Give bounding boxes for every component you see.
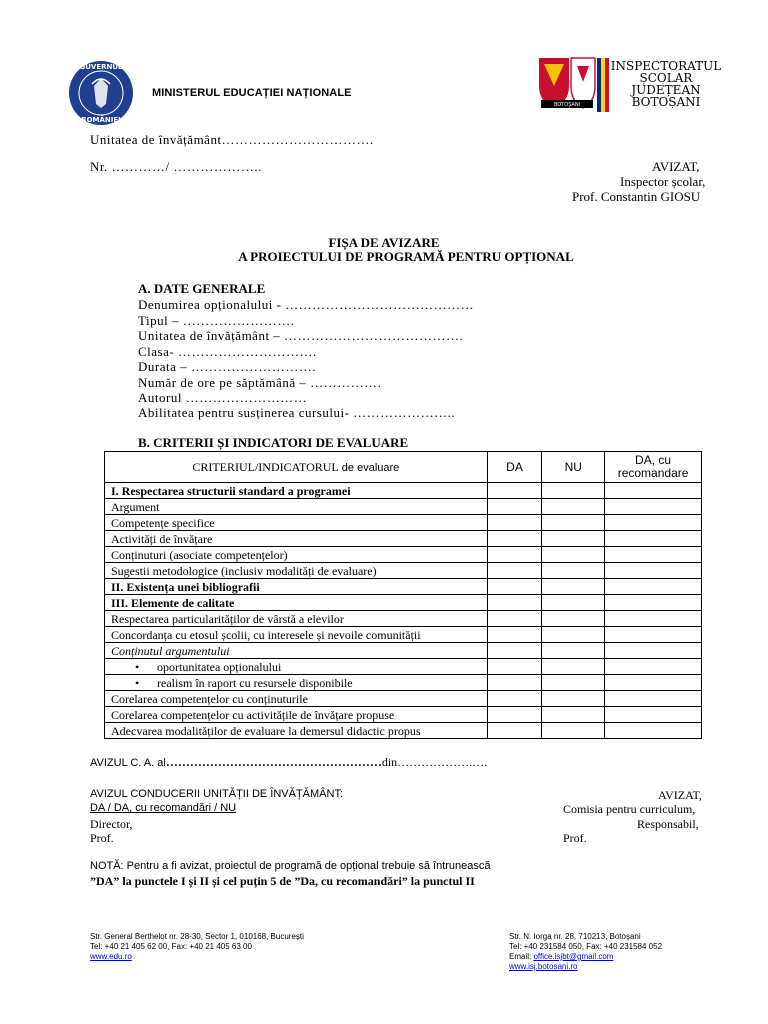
seal-text-bottom: ROMÂNIEI — [81, 116, 121, 124]
checkbox-cell-nu[interactable] — [542, 659, 605, 675]
checkbox-cell-da[interactable] — [487, 627, 542, 643]
checkbox-cell-nu[interactable] — [542, 611, 605, 627]
criterion-text: Conținuturi (asociate competențelor) — [111, 547, 288, 562]
footer-right-email-label: Email: — [509, 952, 534, 961]
footer-left-address: Str. General Berthelot nr. 28-30, Sector 1, 010168, București — [90, 932, 304, 941]
commission-approval-label: AVIZAT, — [658, 788, 702, 802]
checkbox-cell-nu[interactable] — [542, 707, 605, 723]
footer-right-website-link[interactable]: www.isj.botosani.ro — [509, 962, 578, 971]
criterion-cell — [105, 627, 488, 643]
footer-right-phone: Tel: +40 231584 050, Fax: +40 231584 052 — [509, 942, 663, 951]
checkbox-cell-recommendation[interactable] — [605, 595, 702, 611]
checkbox-cell-recommendation[interactable] — [605, 483, 702, 499]
criteria-table — [104, 451, 702, 739]
criterion-cell — [105, 531, 488, 547]
criterion-cell — [105, 547, 488, 563]
page-subtitle: A PROIECTULUI DE PROGRAMĂ PENTRU OPȚIONAL — [238, 249, 574, 264]
checkbox-cell-recommendation[interactable] — [605, 723, 702, 739]
criterion-text: realism în raport cu resursele disponibile — [157, 675, 353, 690]
approval-top-inspector: Inspector școlar, — [620, 174, 706, 189]
header-da: DA — [487, 452, 542, 483]
checkbox-cell-nu[interactable] — [542, 643, 605, 659]
header-criteria-suffix: de evaluare — [338, 461, 400, 474]
aviz-ca-prefix: AVIZUL C. A. al — [90, 757, 166, 769]
checkbox-cell-nu[interactable] — [542, 547, 605, 563]
checkbox-cell-nu[interactable] — [542, 723, 605, 739]
criterion-text: II. Existența unei bibliografii — [111, 579, 260, 594]
criterion-text: Corelarea competențelor cu activitățile de învățare propuse — [111, 707, 395, 722]
criterion-cell — [105, 499, 488, 515]
checkbox-cell-da[interactable] — [487, 611, 542, 627]
criterion-text: III. Elemente de calitate — [111, 595, 235, 610]
aviz-ca-line — [90, 755, 487, 770]
page-title: FIȘA DE AVIZARE — [328, 235, 440, 250]
checkbox-cell-recommendation[interactable] — [605, 563, 702, 579]
footer-left-website-link[interactable]: www.edu.ro — [90, 952, 132, 961]
unit-line: Unitatea de învățământ……………………………. — [90, 132, 374, 147]
criterion-text: Competențe specifice — [111, 515, 215, 530]
checkbox-cell-da[interactable] — [487, 707, 542, 723]
header-criteria — [105, 452, 488, 483]
criterion-cell — [105, 691, 488, 707]
field-duration: Durata – ………………………. — [138, 359, 317, 374]
checkbox-cell-da[interactable] — [487, 595, 542, 611]
footer-right-email-line — [509, 952, 613, 962]
checkbox-cell-da[interactable] — [487, 691, 542, 707]
criterion-text: Respectarea particularităților de vârstă a elevilor — [111, 611, 344, 626]
checkbox-cell-da[interactable] — [487, 659, 542, 675]
criterion-cell — [105, 579, 488, 595]
criterion-cell — [105, 675, 488, 691]
header-rec-line1: DA, cu — [635, 453, 672, 467]
note-line-2: ”DA” la punctele I și II și cel puțin 5 de ”Da, cu recomandări” la punctul II — [90, 874, 475, 888]
checkbox-cell-recommendation[interactable] — [605, 547, 702, 563]
section-b-heading: B. CRITERII ȘI INDICATORI DE EVALUARE — [138, 435, 409, 450]
isj-banner-text: BOTOȘANI — [553, 102, 581, 108]
criterion-cell — [105, 643, 488, 659]
checkbox-cell-recommendation[interactable] — [605, 515, 702, 531]
table-row — [105, 691, 702, 707]
criterion-cell — [105, 515, 488, 531]
nr-line: Nr. …………/ ……………….. — [90, 159, 262, 174]
checkbox-cell-recommendation[interactable] — [605, 627, 702, 643]
aviz-ca-dots: ……………………………………………… — [165, 755, 382, 769]
school-management-options: DA / DA, cu recomandări / NU — [90, 802, 237, 814]
criterion-cell — [105, 483, 488, 499]
criterion-cell — [105, 563, 488, 579]
commission-prof-label: Prof. — [563, 831, 587, 845]
table-row — [105, 499, 702, 515]
checkbox-cell-da[interactable] — [487, 483, 542, 499]
checkbox-cell-da[interactable] — [487, 723, 542, 739]
footer-left-phone: Tel: +40 21 405 62 00, Fax: +40 21 405 63 00 — [90, 942, 252, 951]
isj-name-line1: INSPECTORATUL — [610, 59, 722, 73]
table-row — [105, 483, 702, 499]
criterion-text: I. Respectarea structurii standard a programei — [111, 483, 351, 498]
criterion-text: Argument — [111, 499, 160, 514]
checkbox-cell-recommendation[interactable] — [605, 643, 702, 659]
field-school-unit: Unitatea de învățământ – …………………………………. — [138, 328, 464, 343]
checkbox-cell-recommendation[interactable] — [605, 531, 702, 547]
table-row — [105, 515, 702, 531]
table-header-row — [105, 452, 702, 483]
checkbox-cell-nu[interactable] — [542, 675, 605, 691]
checkbox-cell-da[interactable] — [487, 579, 542, 595]
table-row — [105, 531, 702, 547]
field-author: Autorul ……………………… — [138, 390, 308, 405]
checkbox-cell-recommendation[interactable] — [605, 675, 702, 691]
checkbox-cell-recommendation[interactable] — [605, 579, 702, 595]
checkbox-cell-da[interactable] — [487, 675, 542, 691]
approval-top-label: AVIZAT, — [652, 159, 700, 174]
header-recommendation — [605, 452, 702, 483]
checkbox-cell-nu[interactable] — [542, 579, 605, 595]
criterion-text: oportunitatea opționalului — [157, 659, 282, 674]
checkbox-cell-da[interactable] — [487, 563, 542, 579]
header-rec-line2: recomandare — [617, 466, 689, 480]
table-row — [105, 707, 702, 723]
isj-name-line4: BOTOȘANI — [631, 95, 701, 109]
table-row — [105, 563, 702, 579]
checkbox-cell-nu[interactable] — [542, 499, 605, 515]
criterion-cell — [105, 659, 488, 675]
criterion-text: Adecvarea modalităților de evaluare la demersul didactic propus — [111, 723, 421, 738]
isj-name-line2: ȘCOLAR — [639, 71, 693, 85]
approval-top-name: Prof. Constantin GIOSU — [572, 189, 701, 204]
field-type: Tipul – ……………………. — [138, 313, 295, 328]
header-criteria-main: CRITERIUL/INDICATORUL — [192, 459, 339, 474]
aviz-ca-date: din……………….…. — [381, 755, 488, 769]
checkbox-cell-nu[interactable] — [542, 627, 605, 643]
criterion-text: Sugestii metodologice (inclusiv modalități de evaluare) — [111, 563, 377, 578]
isj-name-line3: JUDEȚEAN — [631, 83, 701, 97]
field-course-qualification: Abilitatea pentru susținerea cursului- ………………….. — [138, 405, 456, 420]
ministry-name: MINISTERUL EDUCAȚIEI NAȚIONALE — [152, 87, 352, 99]
director-prof-label: Prof. — [90, 831, 114, 845]
header-nu: NU — [542, 452, 605, 483]
checkbox-cell-nu[interactable] — [542, 531, 605, 547]
section-a-heading: A. DATE GENERALE — [138, 281, 266, 296]
seal-text-top: GUVERNUL — [79, 63, 123, 71]
footer-right-address: Str. N. Iorga nr. 28, 710213, Botoșani — [509, 932, 641, 941]
checkbox-cell-da[interactable] — [487, 515, 542, 531]
government-seal-logo — [68, 60, 134, 126]
checkbox-cell-da[interactable] — [487, 531, 542, 547]
bullet-icon: • — [135, 659, 140, 674]
bullet-icon: • — [135, 675, 140, 690]
criterion-text: Corelarea competențelor cu conținuturile — [111, 691, 308, 706]
field-hours-per-week: Număr de ore pe săptămână – ……………. — [138, 375, 382, 390]
criterion-text: Activități de învățare — [111, 531, 213, 546]
checkbox-cell-recommendation[interactable] — [605, 691, 702, 707]
note-line-1: NOTĂ: Pentru a fi avizat, proiectul de programă de opțional trebuie să întrunească — [90, 860, 491, 872]
criterion-cell — [105, 611, 488, 627]
criterion-cell — [105, 723, 488, 739]
checkbox-cell-nu[interactable] — [542, 515, 605, 531]
table-row — [105, 627, 702, 643]
director-label: Director, — [90, 817, 133, 831]
checkbox-cell-recommendation[interactable] — [605, 707, 702, 723]
table-row — [105, 595, 702, 611]
field-class: Clasa- …………………………. — [138, 344, 317, 359]
table-row — [105, 611, 702, 627]
checkbox-cell-da[interactable] — [487, 547, 542, 563]
commission-responsible: Responsabil, — [637, 817, 699, 831]
table-row — [105, 643, 702, 659]
criterion-cell — [105, 707, 488, 723]
checkbox-cell-recommendation[interactable] — [605, 659, 702, 675]
school-management-heading: AVIZUL CONDUCERII UNITĂȚII DE ÎNVĂȚĂMÂNT: — [90, 788, 344, 800]
field-optional-name: Denumirea opționalului - …………………………………… — [138, 297, 475, 312]
footer-right-email-link[interactable]: office.isjbt@gmail.com — [533, 952, 614, 961]
checkbox-cell-da[interactable] — [487, 499, 542, 515]
checkbox-cell-nu[interactable] — [542, 595, 605, 611]
criterion-text: Conținutul argumentului — [111, 643, 230, 658]
table-row — [105, 579, 702, 595]
commission-name: Comisia pentru curriculum, — [563, 802, 696, 816]
isj-botosani-logo — [537, 56, 723, 114]
checkbox-cell-nu[interactable] — [542, 483, 605, 499]
checkbox-cell-recommendation[interactable] — [605, 499, 702, 515]
table-row — [105, 547, 702, 563]
criterion-cell — [105, 595, 488, 611]
criterion-text: Concordanța cu etosul școlii, cu interesele și nevoile comunității — [111, 627, 421, 642]
table-row — [105, 723, 702, 739]
checkbox-cell-nu[interactable] — [542, 691, 605, 707]
checkbox-cell-nu[interactable] — [542, 563, 605, 579]
table-row — [105, 675, 702, 691]
checkbox-cell-recommendation[interactable] — [605, 611, 702, 627]
table-row — [105, 659, 702, 675]
checkbox-cell-da[interactable] — [487, 643, 542, 659]
